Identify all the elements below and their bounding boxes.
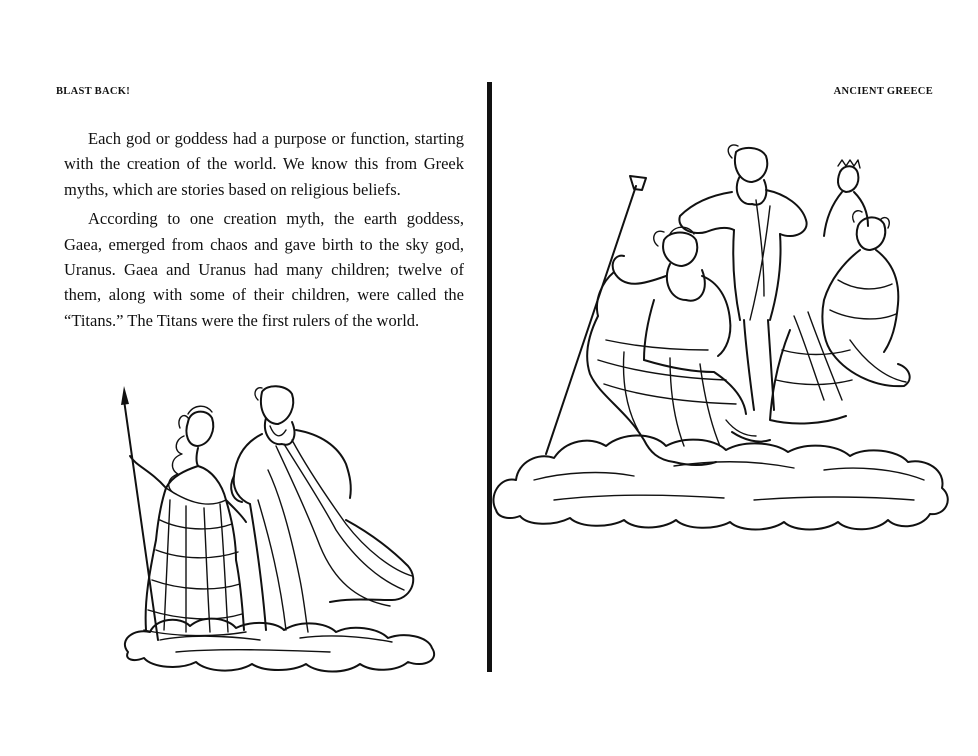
- left-running-head: BLAST BACK!: [56, 86, 131, 97]
- left-cloud: [125, 619, 434, 672]
- paragraph-1: Each god or goddess had a purpose or function, starting with the creation of the world. We know this from Greek myths, which are stories based on religious beliefs.: [64, 129, 464, 199]
- titans-illustration: [494, 0, 978, 756]
- left-page: [0, 0, 488, 756]
- right-cloud: [493, 436, 947, 530]
- gaea-uranus-illustration: [0, 0, 488, 756]
- right-page: [494, 0, 978, 756]
- right-running-head: ANCIENT GREECE: [833, 86, 933, 97]
- paragraph-2: According to one creation myth, the earth goddess, Gaea, emerged from chaos and gave birth to the sky god, Uranus. Gaea and Uranus had many children; twelve of them, along with some of their children, were called the “Titans.” The Titans were the first rulers of the world.: [64, 209, 464, 330]
- page-gutter: [487, 82, 492, 672]
